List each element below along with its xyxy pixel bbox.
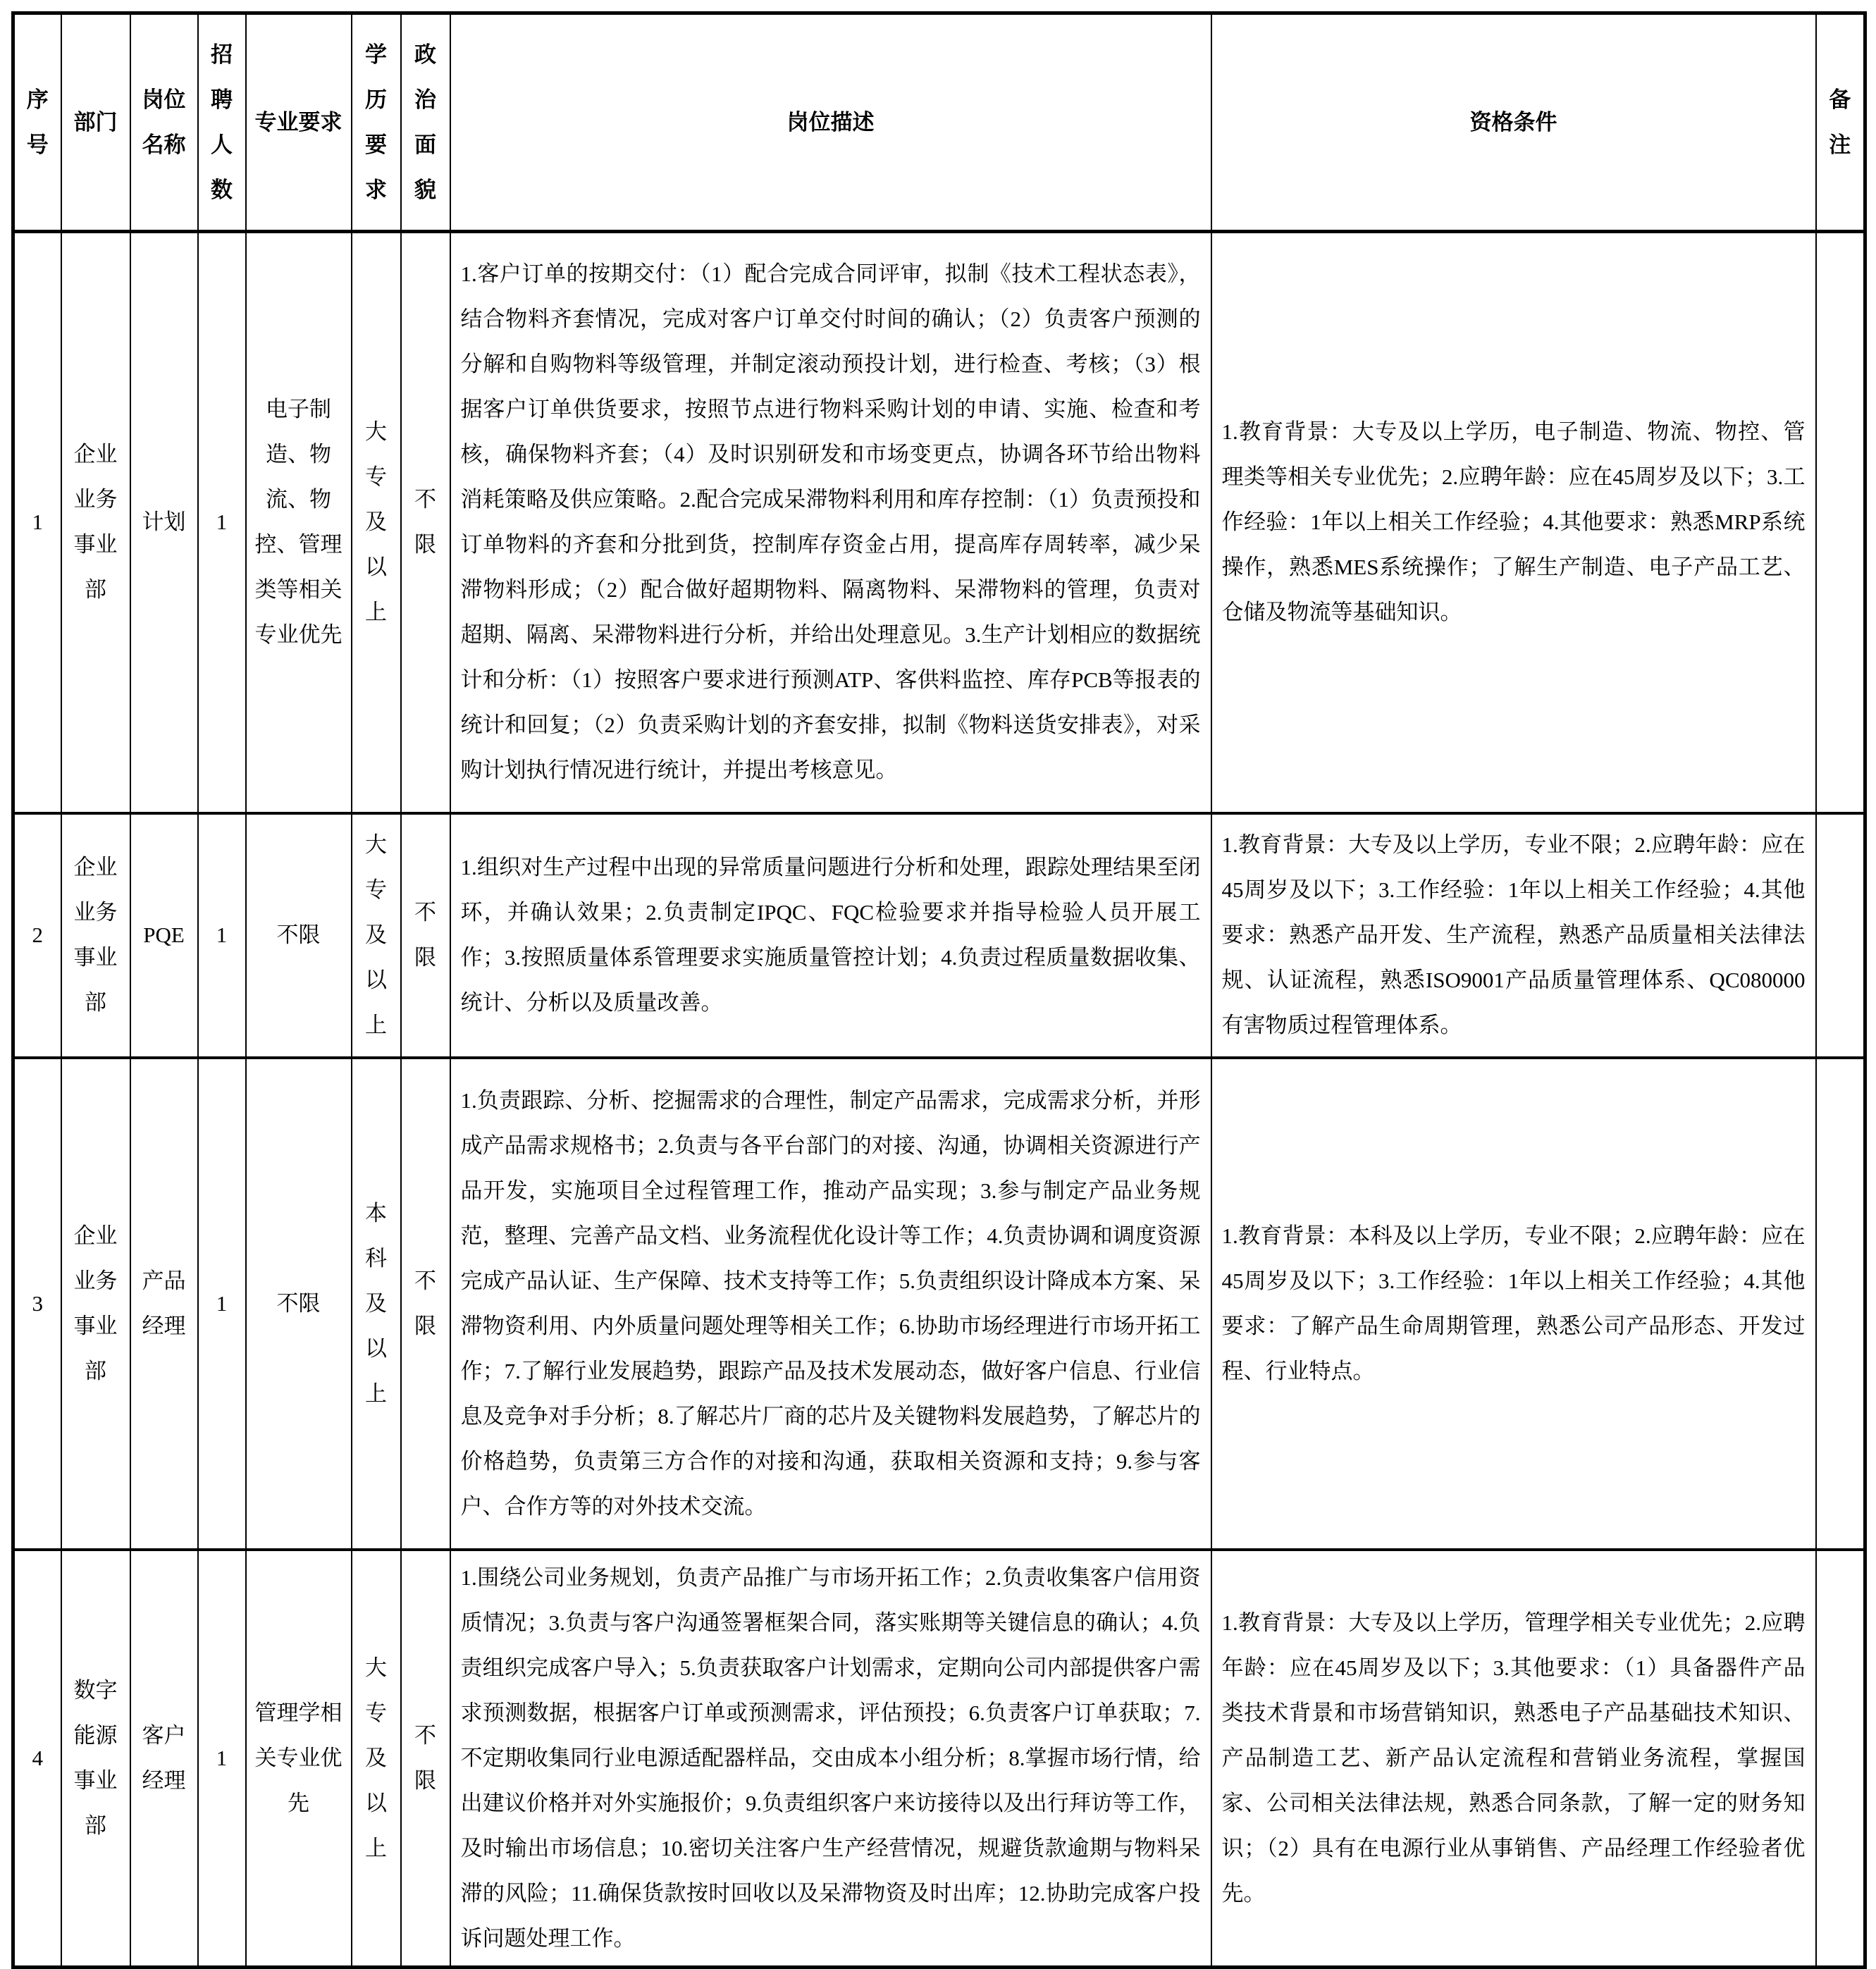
row-1-department: 企业业务事业部 xyxy=(61,232,130,813)
header-department: 部门 xyxy=(61,13,130,232)
header-position-name: 岗位名称 xyxy=(130,13,198,232)
recruitment-table xyxy=(11,11,1867,1969)
header-job-description: 岗位描述 xyxy=(450,13,1211,232)
row-4-index: 4 xyxy=(13,1550,61,1968)
header-headcount: 招聘人数 xyxy=(198,13,246,232)
row-2-headcount: 1 xyxy=(198,813,246,1058)
header-index: 序号 xyxy=(13,13,61,232)
row-3-job-description: 1.负责跟踪、分析、挖掘需求的合理性，制定产品需求，完成需求分析，并形成产品需求规格书；2.负责与各平台部门的对接、沟通，协调相关资源进行产品开发，实施项目全过程管理工作，推动产品实现；3.参与制定产品业务规范，整理、完善产品文档、业务流程优化设计等工作；4.负责协调和调度资源完成产品认证、生产保障、技术支持等工作；5.负责组织设计降成本方案、呆滞物资利用、内外质量问题处理等相关工作；6.协助市场经理进行市场开拓工作；7.了解行业发展趋势，跟踪产品及技术发展动态，做好客户信息、行业信息及竞争对手分析；8.了解芯片厂商的芯片及关键物料发展趋势，了解芯片的价格趋势，负责第三方合作的对接和沟通，获取相关资源和支持；9.参与客户、合作方等的对外技术交流。 xyxy=(450,1058,1211,1550)
row-1-headcount: 1 xyxy=(198,232,246,813)
row-2-position-name: PQE xyxy=(130,813,198,1058)
header-remark: 备注 xyxy=(1816,13,1865,232)
row-3-index: 3 xyxy=(13,1058,61,1550)
row-3-remark xyxy=(1816,1058,1865,1550)
row-4-qualification: 1.教育背景：大专及以上学历，管理学相关专业优先；2.应聘年龄：应在45周岁及以下；3.其他要求：（1）具备器件产品类技术背景和市场营销知识，熟悉电子产品基础技术知识、产品制造工艺、新产品认定流程和营销业务流程，掌握国家、公司相关法律法规，熟悉合同条款，了解一定的财务知识；（2）具有在电源行业从事销售、产品经理工作经验者优先。 xyxy=(1211,1550,1816,1968)
row-2-index: 2 xyxy=(13,813,61,1058)
row-4-political-status: 不限 xyxy=(401,1550,450,1968)
row-2-department: 企业业务事业部 xyxy=(61,813,130,1058)
row-1-political-status: 不限 xyxy=(401,232,450,813)
row-1-education-requirement: 大专及以上 xyxy=(352,232,401,813)
table-header-row xyxy=(13,13,1865,232)
row-3-major-requirement: 不限 xyxy=(246,1058,352,1550)
header-education-requirement: 学历要求 xyxy=(352,13,401,232)
row-1-position-name: 计划 xyxy=(130,232,198,813)
header-qualification: 资格条件 xyxy=(1211,13,1816,232)
table-row xyxy=(13,1550,1865,1968)
row-3-headcount: 1 xyxy=(198,1058,246,1550)
table-row xyxy=(13,1058,1865,1550)
row-2-major-requirement: 不限 xyxy=(246,813,352,1058)
row-1-major-requirement: 电子制造、物流、物控、管理类等相关专业优先 xyxy=(246,232,352,813)
row-2-political-status: 不限 xyxy=(401,813,450,1058)
row-3-position-name: 产品经理 xyxy=(130,1058,198,1550)
row-2-remark xyxy=(1816,813,1865,1058)
row-4-education-requirement: 大专及以上 xyxy=(352,1550,401,1968)
row-4-position-name: 客户经理 xyxy=(130,1550,198,1968)
row-1-qualification: 1.教育背景：大专及以上学历，电子制造、物流、物控、管理类等相关专业优先；2.应聘年龄：应在45周岁及以下；3.工作经验：1年以上相关工作经验；4.其他要求：熟悉MRP系统操作，熟悉MES系统操作；了解生产制造、电子产品工艺、仓储及物流等基础知识。 xyxy=(1211,232,1816,813)
row-3-education-requirement: 本科及以上 xyxy=(352,1058,401,1550)
row-4-job-description: 1.围绕公司业务规划，负责产品推广与市场开拓工作；2.负责收集客户信用资质情况；3.负责与客户沟通签署框架合同，落实账期等关键信息的确认；4.负责组织完成客户导入；5.负责获取客户计划需求，定期向公司内部提供客户需求预测数据，根据客户订单或预测需求，评估预投；6.负责客户订单获取；7.不定期收集同行业电源适配器样品，交由成本小组分析；8.掌握市场行情，给出建议价格并对外实施报价；9.负责组织客户来访接待以及出行拜访等工作，及时输出市场信息；10.密切关注客户生产经营情况，规避货款逾期与物料呆滞的风险；11.确保货款按时回收以及呆滞物资及时出库；12.协助完成客户投诉问题处理工作。 xyxy=(450,1550,1211,1968)
row-1-remark xyxy=(1816,232,1865,813)
row-2-job-description: 1.组织对生产过程中出现的异常质量问题进行分析和处理，跟踪处理结果至闭环，并确认效果；2.负责制定IPQC、FQC检验要求并指导检验人员开展工作；3.按照质量体系管理要求实施质量管控计划；4.负责过程质量数据收集、统计、分析以及质量改善。 xyxy=(450,813,1211,1058)
row-3-qualification: 1.教育背景：本科及以上学历，专业不限；2.应聘年龄：应在45周岁及以下；3.工作经验：1年以上相关工作经验；4.其他要求：了解产品生命周期管理，熟悉公司产品形态、开发过程、行业特点。 xyxy=(1211,1058,1816,1550)
header-political-status: 政治面貌 xyxy=(401,13,450,232)
table-row xyxy=(13,232,1865,813)
header-major-requirement: 专业要求 xyxy=(246,13,352,232)
row-4-major-requirement: 管理学相关专业优先 xyxy=(246,1550,352,1968)
row-3-political-status: 不限 xyxy=(401,1058,450,1550)
row-4-remark xyxy=(1816,1550,1865,1968)
row-1-job-description: 1.客户订单的按期交付：（1）配合完成合同评审，拟制《技术工程状态表》，结合物料齐套情况，完成对客户订单交付时间的确认；（2）负责客户预测的分解和自购物料等级管理，并制定滚动预投计划，进行检查、考核；（3）根据客户订单供货要求，按照节点进行物料采购计划的申请、实施、检查和考核，确保物料齐套；（4）及时识别研发和市场变更点，协调各环节给出物料消耗策略及供应策略。2.配合完成呆滞物料利用和库存控制：（1）负责预投和订单物料的齐套和分批到货，控制库存资金占用，提高库存周转率，减少呆滞物料形成；（2）配合做好超期物料、隔离物料、呆滞物料的管理，负责对超期、隔离、呆滞物料进行分析，并给出处理意见。3.生产计划相应的数据统计和分析：（1）按照客户要求进行预测ATP、客供料监控、库存PCB等报表的统计和回复；（2）负责采购计划的齐套安排，拟制《物料送货安排表》，对采购计划执行情况进行统计，并提出考核意见。 xyxy=(450,232,1211,813)
row-4-department: 数字能源事业部 xyxy=(61,1550,130,1968)
row-2-education-requirement: 大专及以上 xyxy=(352,813,401,1058)
row-1-index: 1 xyxy=(13,232,61,813)
table-row xyxy=(13,813,1865,1058)
row-4-headcount: 1 xyxy=(198,1550,246,1968)
row-3-department: 企业业务事业部 xyxy=(61,1058,130,1550)
row-2-qualification: 1.教育背景：大专及以上学历，专业不限；2.应聘年龄：应在45周岁及以下；3.工作经验：1年以上相关工作经验；4.其他要求：熟悉产品开发、生产流程，熟悉产品质量相关法律法规、认证流程，熟悉ISO9001产品质量管理体系、QC080000有害物质过程管理体系。 xyxy=(1211,813,1816,1058)
